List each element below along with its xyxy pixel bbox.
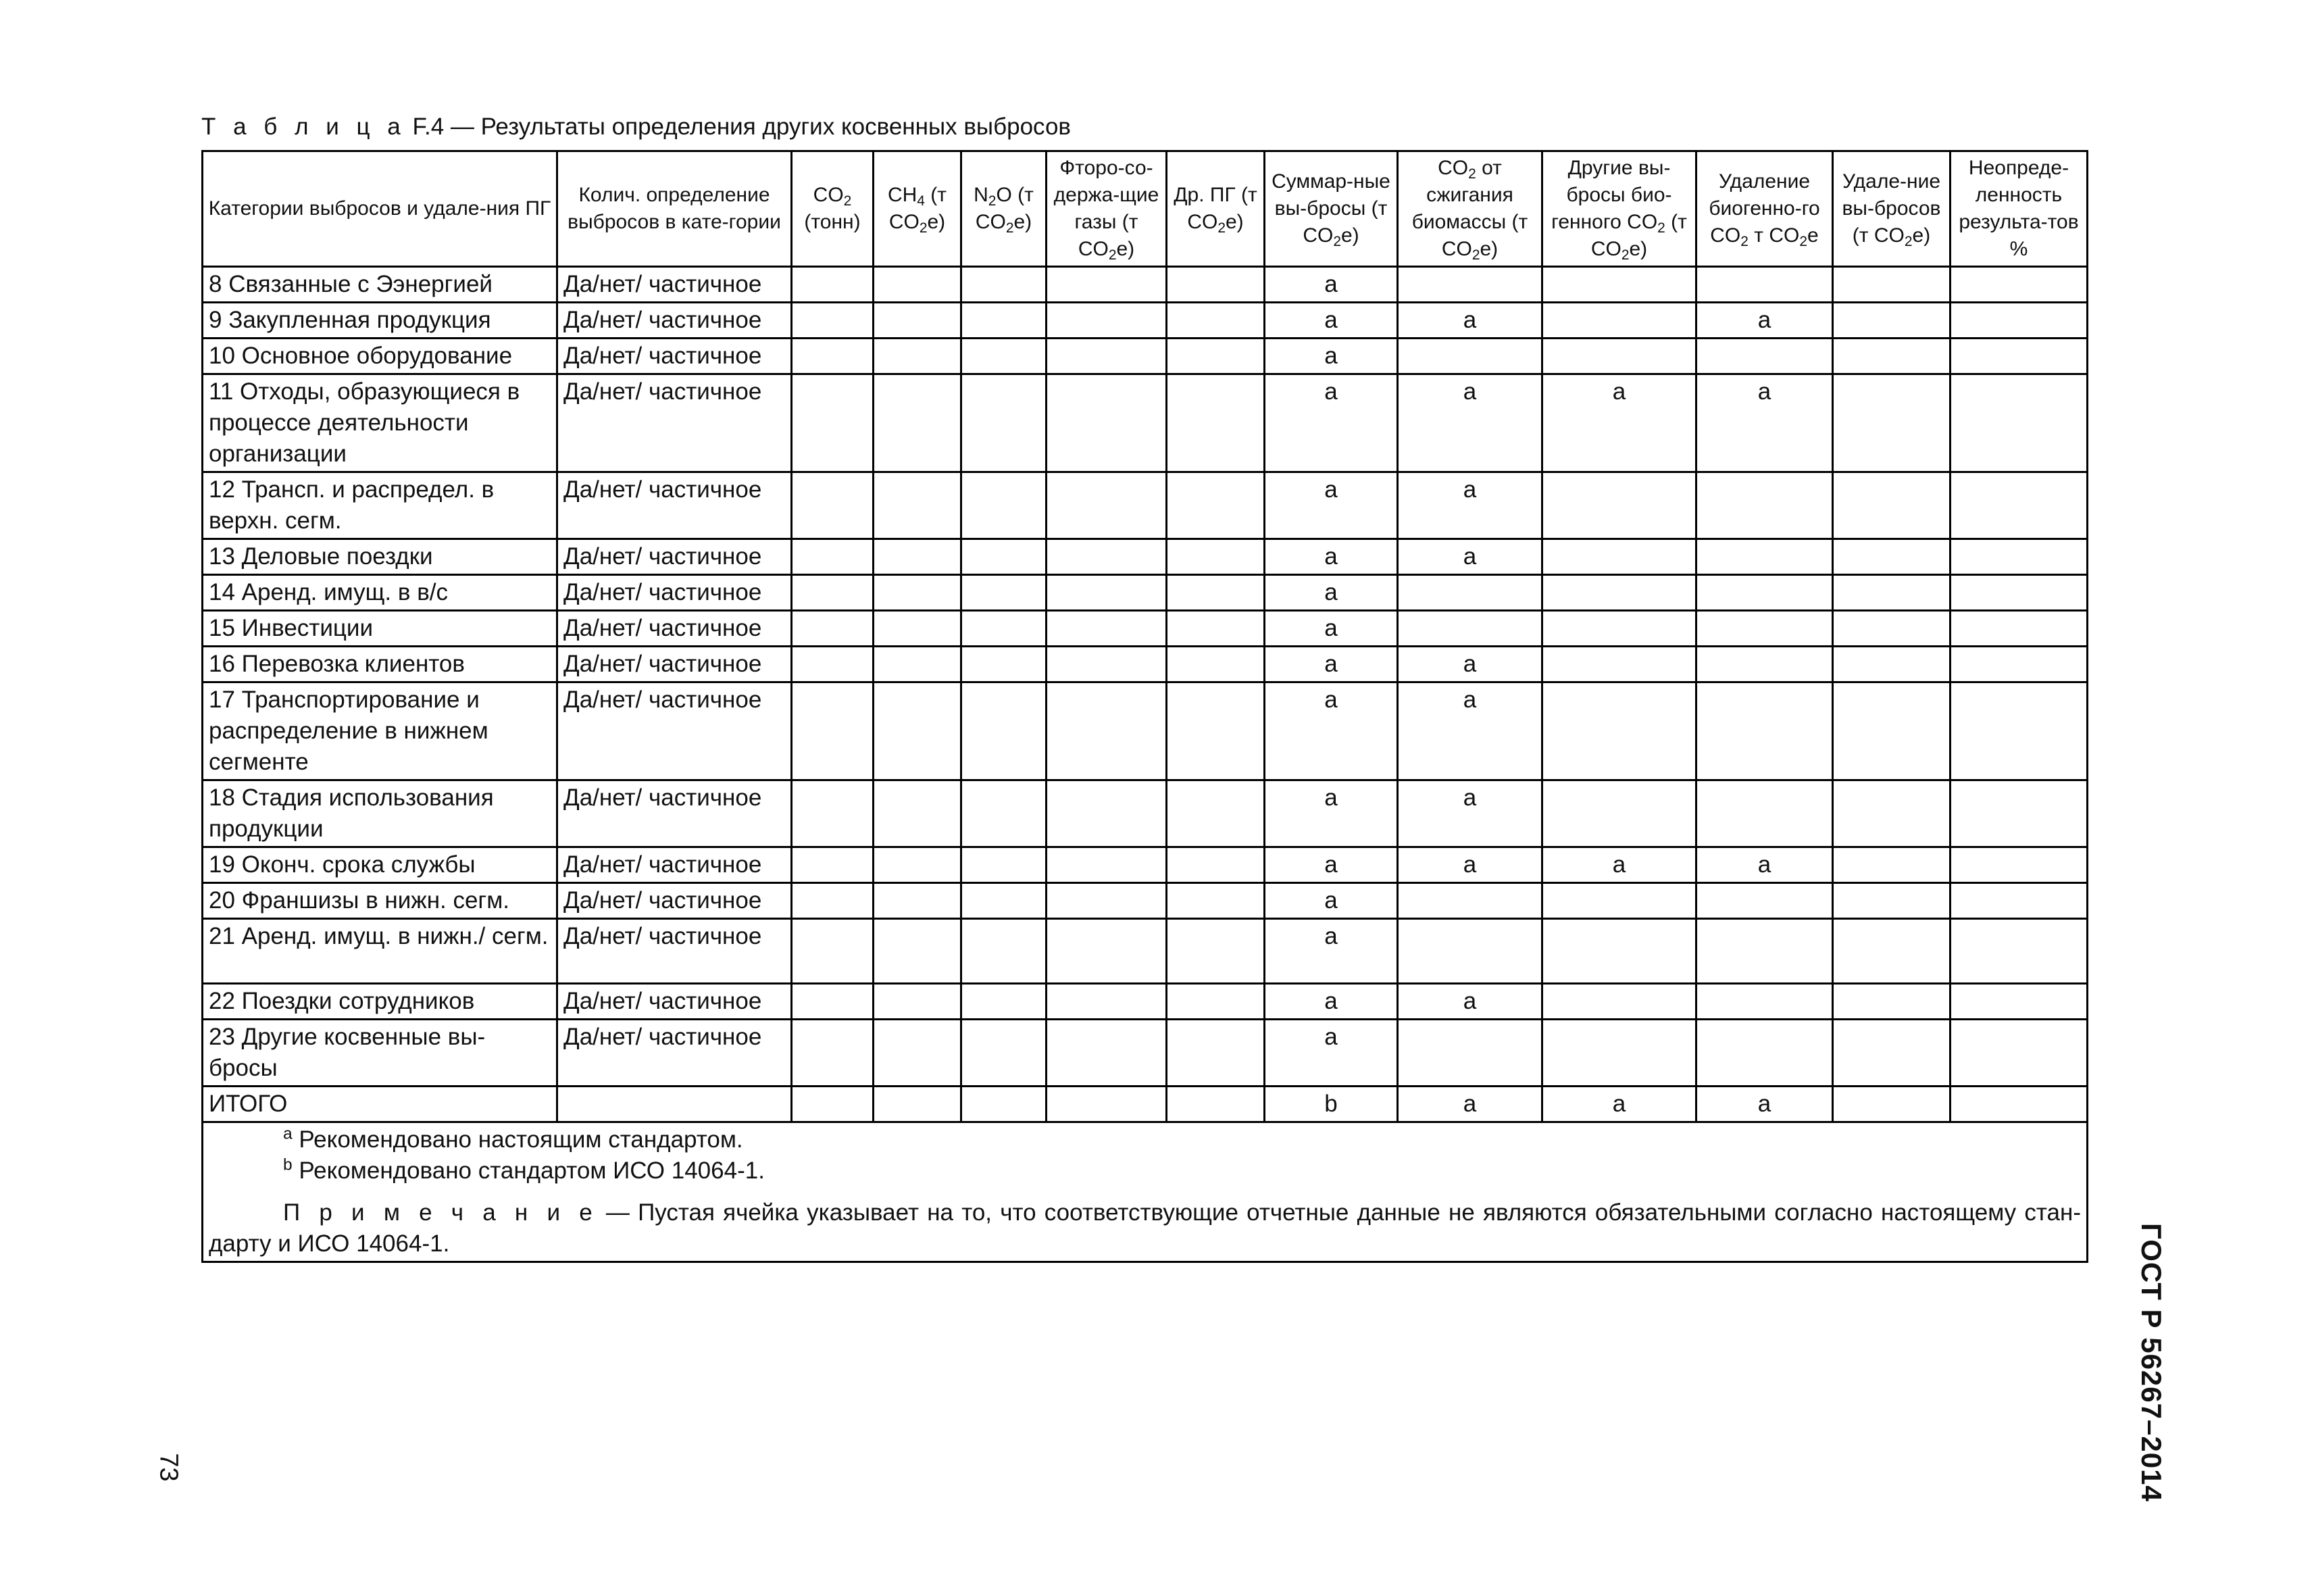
- total-cell: a: [1265, 267, 1398, 303]
- fluoro-cell: [1047, 984, 1167, 1020]
- co2-cell: [792, 847, 874, 883]
- category-cell: 22 Поездки сотрудников: [203, 984, 557, 1020]
- quant-cell: Да/нет/ частичное: [557, 539, 792, 575]
- other-ghg-cell: [1167, 847, 1265, 883]
- co2-cell: [792, 647, 874, 682]
- fluoro-cell: [1047, 611, 1167, 647]
- fluoro-cell: [1047, 374, 1167, 472]
- other-ghg-cell: [1167, 472, 1265, 539]
- total-cell: a: [1265, 539, 1398, 575]
- n2o-cell: [961, 575, 1047, 611]
- other-ghg-cell: [1167, 611, 1265, 647]
- other-biogenic-cell: [1542, 267, 1696, 303]
- other-biogenic-cell: a: [1542, 1087, 1696, 1122]
- table-row: [203, 847, 2088, 883]
- other-biogenic-cell: [1542, 984, 1696, 1020]
- emissions-table: [201, 150, 2088, 1263]
- quant-cell: Да/нет/ частичное: [557, 374, 792, 472]
- removal-cell: [1833, 575, 1951, 611]
- ch4-cell: [874, 919, 961, 984]
- table-row: [203, 339, 2088, 374]
- table-row: [203, 919, 2088, 984]
- quant-cell: Да/нет/ частичное: [557, 611, 792, 647]
- total-cell: a: [1265, 847, 1398, 883]
- ch4-cell: [874, 575, 961, 611]
- header-removal: Удале-ние вы-бросов (т $CO_2e$): [1833, 151, 1951, 267]
- quant-cell: Да/нет/ частичное: [557, 883, 792, 919]
- caption-title: F.4 — Результаты определения других косвенных выбросов: [412, 114, 1071, 140]
- ch4-cell: [874, 539, 961, 575]
- other-biogenic-cell: [1542, 303, 1696, 339]
- biomass-cell: a: [1398, 303, 1542, 339]
- footnotes: [203, 1122, 2088, 1262]
- other-biogenic-cell: [1542, 1020, 1696, 1087]
- removal-biogenic-cell: [1696, 780, 1833, 847]
- co2-cell: [792, 883, 874, 919]
- biomass-cell: a: [1398, 780, 1542, 847]
- quant-cell: Да/нет/ частичное: [557, 682, 792, 780]
- n2o-cell: [961, 780, 1047, 847]
- other-biogenic-cell: [1542, 472, 1696, 539]
- other-ghg-cell: [1167, 682, 1265, 780]
- n2o-cell: [961, 472, 1047, 539]
- quant-cell: Да/нет/ частичное: [557, 984, 792, 1020]
- table-row: [203, 682, 2088, 780]
- table-row: [203, 472, 2088, 539]
- uncertainty-cell: [1951, 267, 2088, 303]
- uncertainty-cell: [1951, 883, 2088, 919]
- quant-cell: Да/нет/ частичное: [557, 303, 792, 339]
- ch4-cell: [874, 339, 961, 374]
- co2-cell: [792, 575, 874, 611]
- other-biogenic-cell: [1542, 539, 1696, 575]
- co2-cell: [792, 339, 874, 374]
- removal-cell: [1833, 647, 1951, 682]
- ch4-cell: [874, 647, 961, 682]
- quant-cell: Да/нет/ частичное: [557, 472, 792, 539]
- table-row: [203, 539, 2088, 575]
- removal-biogenic-cell: [1696, 472, 1833, 539]
- removal-biogenic-cell: a: [1696, 374, 1833, 472]
- header-biomass: $CO_2$ от сжигания биомассы (т $CO_2e$): [1398, 151, 1542, 267]
- header-ch4: $CH_4$ (т $CO_2e$): [874, 151, 961, 267]
- standard-id: ГОСТ Р 56267–2014: [2136, 1223, 2167, 1502]
- fluoro-cell: [1047, 1020, 1167, 1087]
- n2o-cell: [961, 339, 1047, 374]
- quant-cell: Да/нет/ частичное: [557, 847, 792, 883]
- table-row: [203, 647, 2088, 682]
- table-row: [203, 374, 2088, 472]
- removal-biogenic-cell: [1696, 539, 1833, 575]
- table-note: П р и м е ч а н и е — Пустая ячейка указывает на то, что соответствующие отчетные данные не являются обязательными согласно настоящему стан-дарту и ИСО 14064-1.: [209, 1199, 2081, 1257]
- category-cell: 15 Инвестиции: [203, 611, 557, 647]
- header-n2o: $N_2O$ (т $CO_2e$): [961, 151, 1047, 267]
- other-biogenic-cell: [1542, 919, 1696, 984]
- ch4-cell: [874, 611, 961, 647]
- fluoro-cell: [1047, 682, 1167, 780]
- category-cell: 23 Другие косвенные вы-бросы: [203, 1020, 557, 1087]
- other-biogenic-cell: [1542, 883, 1696, 919]
- total-cell: a: [1265, 780, 1398, 847]
- n2o-cell: [961, 883, 1047, 919]
- category-cell: 19 Оконч. срока службы: [203, 847, 557, 883]
- n2o-cell: [961, 1087, 1047, 1122]
- co2-cell: [792, 1020, 874, 1087]
- other-biogenic-cell: [1542, 682, 1696, 780]
- removal-cell: [1833, 472, 1951, 539]
- table-row: [203, 575, 2088, 611]
- other-ghg-cell: [1167, 984, 1265, 1020]
- uncertainty-cell: [1951, 780, 2088, 847]
- header-uncertainty: Неопреде-ленность результа-тов %: [1951, 151, 2088, 267]
- n2o-cell: [961, 303, 1047, 339]
- ch4-cell: [874, 883, 961, 919]
- uncertainty-cell: [1951, 339, 2088, 374]
- category-cell: 21 Аренд. имущ. в нижн./ сегм.: [203, 919, 557, 984]
- total-cell: a: [1265, 647, 1398, 682]
- uncertainty-cell: [1951, 374, 2088, 472]
- removal-cell: [1833, 303, 1951, 339]
- category-cell: 11 Отходы, образующиеся в процессе деятельности организации: [203, 374, 557, 472]
- removal-cell: [1833, 883, 1951, 919]
- other-ghg-cell: [1167, 539, 1265, 575]
- category-cell: 17 Транспортирование и распределение в нижнем сегменте: [203, 682, 557, 780]
- category-cell: 14 Аренд. имущ. в в/с: [203, 575, 557, 611]
- category-cell: 8 Связанные с Ээнергией: [203, 267, 557, 303]
- total-cell: a: [1265, 472, 1398, 539]
- total-cell: a: [1265, 303, 1398, 339]
- other-biogenic-cell: [1542, 647, 1696, 682]
- other-ghg-cell: [1167, 919, 1265, 984]
- category-cell: 20 Франшизы в нижн. сегм.: [203, 883, 557, 919]
- co2-cell: [792, 472, 874, 539]
- removal-biogenic-cell: [1696, 984, 1833, 1020]
- total-cell: a: [1265, 339, 1398, 374]
- other-biogenic-cell: [1542, 339, 1696, 374]
- n2o-cell: [961, 1020, 1047, 1087]
- fluoro-cell: [1047, 847, 1167, 883]
- footnote-b: $^b$ Рекомендовано стандартом ИСО 14064-1.: [283, 1155, 765, 1184]
- table-row: [203, 1087, 2088, 1122]
- quant-cell: Да/нет/ частичное: [557, 780, 792, 847]
- total-cell: a: [1265, 374, 1398, 472]
- other-ghg-cell: [1167, 575, 1265, 611]
- n2o-cell: [961, 647, 1047, 682]
- biomass-cell: a: [1398, 847, 1542, 883]
- fluoro-cell: [1047, 303, 1167, 339]
- co2-cell: [792, 303, 874, 339]
- removal-cell: [1833, 984, 1951, 1020]
- total-cell: a: [1265, 984, 1398, 1020]
- category-cell: 13 Деловые поездки: [203, 539, 557, 575]
- ch4-cell: [874, 1087, 961, 1122]
- table-caption: [201, 114, 1071, 141]
- uncertainty-cell: [1951, 1020, 2088, 1087]
- removal-cell: [1833, 339, 1951, 374]
- biomass-cell: [1398, 267, 1542, 303]
- other-ghg-cell: [1167, 374, 1265, 472]
- other-ghg-cell: [1167, 1020, 1265, 1087]
- biomass-cell: [1398, 339, 1542, 374]
- n2o-cell: [961, 267, 1047, 303]
- co2-cell: [792, 611, 874, 647]
- other-ghg-cell: [1167, 267, 1265, 303]
- removal-cell: [1833, 539, 1951, 575]
- ch4-cell: [874, 374, 961, 472]
- removal-biogenic-cell: a: [1696, 847, 1833, 883]
- removal-biogenic-cell: [1696, 1020, 1833, 1087]
- category-cell: 10 Основное оборудование: [203, 339, 557, 374]
- other-biogenic-cell: [1542, 780, 1696, 847]
- biomass-cell: a: [1398, 374, 1542, 472]
- co2-cell: [792, 984, 874, 1020]
- co2-cell: [792, 267, 874, 303]
- n2o-cell: [961, 539, 1047, 575]
- table-row: [203, 1020, 2088, 1087]
- fluoro-cell: [1047, 472, 1167, 539]
- removal-biogenic-cell: [1696, 919, 1833, 984]
- uncertainty-cell: [1951, 303, 2088, 339]
- category-cell: 18 Стадия использования продукции: [203, 780, 557, 847]
- total-cell: a: [1265, 682, 1398, 780]
- fluoro-cell: [1047, 339, 1167, 374]
- page-number: 73: [154, 1453, 183, 1482]
- other-biogenic-cell: a: [1542, 374, 1696, 472]
- fluoro-cell: [1047, 575, 1167, 611]
- removal-cell: [1833, 611, 1951, 647]
- ch4-cell: [874, 682, 961, 780]
- quant-cell: [557, 1087, 792, 1122]
- co2-cell: [792, 374, 874, 472]
- quant-cell: Да/нет/ частичное: [557, 575, 792, 611]
- biomass-cell: a: [1398, 984, 1542, 1020]
- header-other-biogenic: Другие вы-бросы био-генного $CO_2$ (т $CO_2e$): [1542, 151, 1696, 267]
- ch4-cell: [874, 847, 961, 883]
- quant-cell: Да/нет/ частичное: [557, 267, 792, 303]
- biomass-cell: a: [1398, 539, 1542, 575]
- uncertainty-cell: [1951, 919, 2088, 984]
- other-ghg-cell: [1167, 883, 1265, 919]
- ch4-cell: [874, 984, 961, 1020]
- category-cell: 9 Закупленная продукция: [203, 303, 557, 339]
- header-total: Суммар-ные вы-бросы (т $CO_2e$): [1265, 151, 1398, 267]
- quant-cell: Да/нет/ частичное: [557, 339, 792, 374]
- total-cell: a: [1265, 1020, 1398, 1087]
- co2-cell: [792, 682, 874, 780]
- removal-biogenic-cell: [1696, 883, 1833, 919]
- header-other-ghg: Др. ПГ (т $CO_2e$): [1167, 151, 1265, 267]
- biomass-cell: [1398, 883, 1542, 919]
- uncertainty-cell: [1951, 472, 2088, 539]
- uncertainty-cell: [1951, 611, 2088, 647]
- biomass-cell: [1398, 1020, 1542, 1087]
- header-fluoro: Фторо-со-держа-щие газы (т $CO_2e$): [1047, 151, 1167, 267]
- header-quant: Колич. определение выбросов в кате-гории: [557, 151, 792, 267]
- category-cell: 12 Трансп. и распредел. в верхн. сегм.: [203, 472, 557, 539]
- biomass-cell: [1398, 919, 1542, 984]
- other-ghg-cell: [1167, 339, 1265, 374]
- other-biogenic-cell: [1542, 611, 1696, 647]
- total-cell: a: [1265, 575, 1398, 611]
- table-row: [203, 267, 2088, 303]
- co2-cell: [792, 539, 874, 575]
- caption-label: Т а б л и ц а: [201, 114, 406, 140]
- n2o-cell: [961, 611, 1047, 647]
- n2o-cell: [961, 919, 1047, 984]
- removal-cell: [1833, 919, 1951, 984]
- removal-cell: [1833, 374, 1951, 472]
- quant-cell: Да/нет/ частичное: [557, 1020, 792, 1087]
- other-ghg-cell: [1167, 647, 1265, 682]
- removal-cell: [1833, 1020, 1951, 1087]
- ch4-cell: [874, 472, 961, 539]
- co2-cell: [792, 919, 874, 984]
- uncertainty-cell: [1951, 647, 2088, 682]
- removal-biogenic-cell: a: [1696, 1087, 1833, 1122]
- header-removal-biogenic: Удаление биогенно-го $CO_2$ т $CO_2e$: [1696, 151, 1833, 267]
- footnote-a: $^a$ Рекомендовано настоящим стандартом.: [283, 1124, 743, 1153]
- removal-biogenic-cell: [1696, 611, 1833, 647]
- table-row: [203, 883, 2088, 919]
- table-row: [203, 611, 2088, 647]
- n2o-cell: [961, 374, 1047, 472]
- total-cell: a: [1265, 883, 1398, 919]
- biomass-cell: a: [1398, 1087, 1542, 1122]
- removal-cell: [1833, 780, 1951, 847]
- other-ghg-cell: [1167, 1087, 1265, 1122]
- table-row: [203, 780, 2088, 847]
- biomass-cell: [1398, 575, 1542, 611]
- other-biogenic-cell: a: [1542, 847, 1696, 883]
- removal-biogenic-cell: [1696, 267, 1833, 303]
- biomass-cell: a: [1398, 682, 1542, 780]
- footnote-row: [203, 1122, 2088, 1262]
- n2o-cell: [961, 984, 1047, 1020]
- ch4-cell: [874, 780, 961, 847]
- fluoro-cell: [1047, 1087, 1167, 1122]
- table-row: [203, 984, 2088, 1020]
- removal-cell: [1833, 682, 1951, 780]
- other-ghg-cell: [1167, 303, 1265, 339]
- fluoro-cell: [1047, 267, 1167, 303]
- fluoro-cell: [1047, 780, 1167, 847]
- removal-biogenic-cell: [1696, 682, 1833, 780]
- category-cell: ИТОГО: [203, 1087, 557, 1122]
- ch4-cell: [874, 303, 961, 339]
- biomass-cell: a: [1398, 472, 1542, 539]
- header-co2: $CO_2$ (тонн): [792, 151, 874, 267]
- uncertainty-cell: [1951, 539, 2088, 575]
- table-row: [203, 303, 2088, 339]
- removal-cell: [1833, 847, 1951, 883]
- uncertainty-cell: [1951, 984, 2088, 1020]
- fluoro-cell: [1047, 919, 1167, 984]
- uncertainty-cell: [1951, 682, 2088, 780]
- quant-cell: Да/нет/ частичное: [557, 647, 792, 682]
- co2-cell: [792, 1087, 874, 1122]
- fluoro-cell: [1047, 539, 1167, 575]
- removal-biogenic-cell: [1696, 647, 1833, 682]
- category-cell: 16 Перевозка клиентов: [203, 647, 557, 682]
- co2-cell: [792, 780, 874, 847]
- fluoro-cell: [1047, 883, 1167, 919]
- n2o-cell: [961, 847, 1047, 883]
- other-biogenic-cell: [1542, 575, 1696, 611]
- total-cell: a: [1265, 611, 1398, 647]
- total-cell: b: [1265, 1087, 1398, 1122]
- quant-cell: Да/нет/ частичное: [557, 919, 792, 984]
- biomass-cell: a: [1398, 647, 1542, 682]
- header-category: Категории выбросов и удале-ния ПГ: [203, 151, 557, 267]
- removal-biogenic-cell: a: [1696, 303, 1833, 339]
- removal-biogenic-cell: [1696, 575, 1833, 611]
- fluoro-cell: [1047, 647, 1167, 682]
- uncertainty-cell: [1951, 575, 2088, 611]
- uncertainty-cell: [1951, 847, 2088, 883]
- ch4-cell: [874, 1020, 961, 1087]
- n2o-cell: [961, 682, 1047, 780]
- other-ghg-cell: [1167, 780, 1265, 847]
- removal-cell: [1833, 1087, 1951, 1122]
- header-row: [203, 151, 2088, 267]
- uncertainty-cell: [1951, 1087, 2088, 1122]
- ch4-cell: [874, 267, 961, 303]
- removal-biogenic-cell: [1696, 339, 1833, 374]
- total-cell: a: [1265, 919, 1398, 984]
- removal-cell: [1833, 267, 1951, 303]
- biomass-cell: [1398, 611, 1542, 647]
